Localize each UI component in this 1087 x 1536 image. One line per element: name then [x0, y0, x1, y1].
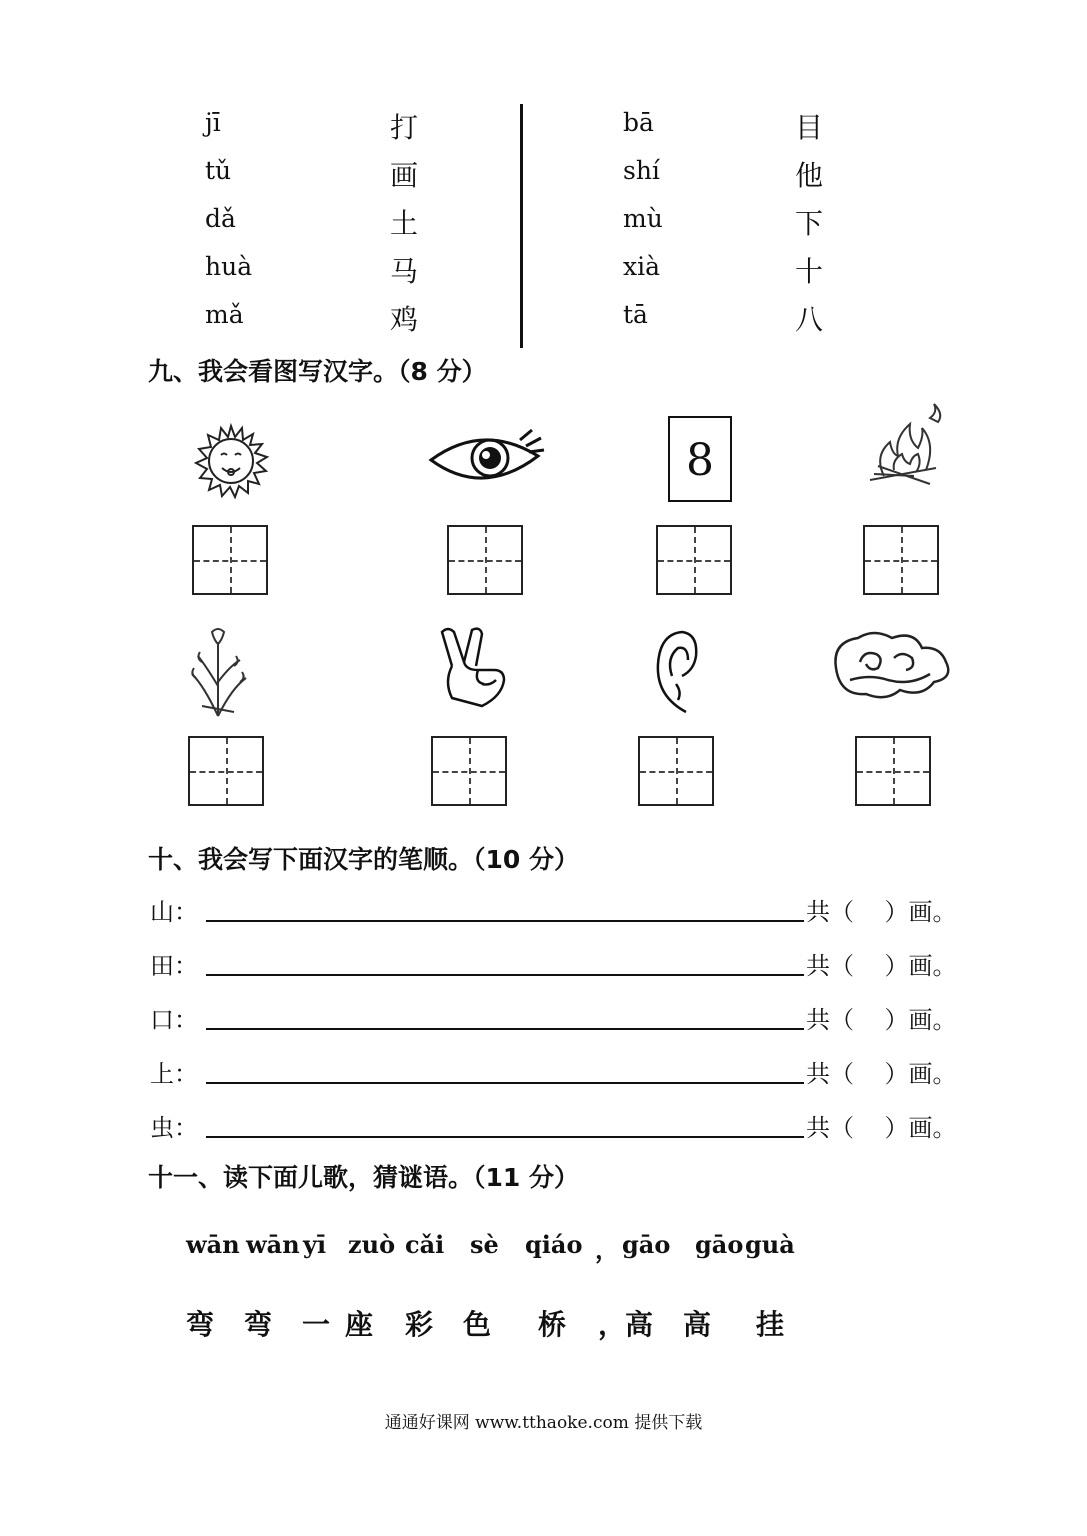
right-pinyin-3: mù	[623, 204, 663, 233]
tianzi-box-7[interactable]	[638, 736, 714, 806]
left-hanzi-3: 土	[390, 207, 419, 240]
poem-hanzi: 色	[463, 1308, 492, 1341]
stroke-order-blank[interactable]	[206, 920, 804, 922]
left-pinyin-3: dǎ	[205, 204, 236, 233]
tianzi-box-8[interactable]	[855, 736, 931, 806]
left-hanzi-4: 马	[390, 255, 419, 288]
stroke-order-row-5	[150, 1108, 990, 1144]
stroke-count-label: 共（ ）画。	[806, 1006, 957, 1034]
stroke-char-label: 上：	[150, 1060, 198, 1088]
poem-hanzi: 座	[345, 1308, 374, 1341]
stroke-char-label: 口：	[150, 1006, 198, 1034]
poem-pinyin: wān	[246, 1230, 300, 1259]
left-hanzi-1: 打	[390, 111, 419, 144]
stroke-count-label: 共（ ）画。	[806, 1114, 957, 1142]
number-card	[668, 416, 732, 502]
right-pinyin-1: bā	[623, 108, 654, 137]
poem-pinyin: wān	[186, 1230, 240, 1259]
poem-hanzi: 高	[683, 1308, 712, 1341]
poem-pinyin: cǎi	[405, 1230, 445, 1259]
section11-heading: 十一、读下面儿歌，猜谜语。（11 分）	[148, 1163, 579, 1192]
poem-hanzi: 彩	[405, 1308, 434, 1341]
stroke-order-row-1	[150, 892, 990, 928]
matching-divider	[520, 104, 523, 348]
poem-hanzi: 高	[625, 1308, 654, 1341]
poem-pinyin: gāo	[695, 1230, 744, 1259]
stroke-order-row-3	[150, 1000, 990, 1036]
right-hanzi-3: 下	[795, 207, 824, 240]
poem-pinyin: ，	[595, 1235, 619, 1264]
tianzi-box-2[interactable]	[447, 525, 523, 595]
sun-icon	[190, 422, 272, 500]
stroke-order-blank[interactable]	[206, 1028, 804, 1030]
tianzi-box-4[interactable]	[863, 525, 939, 595]
stroke-order-row-2	[150, 946, 990, 982]
poem-pinyin: qiáo	[525, 1230, 583, 1259]
hand-icon	[438, 626, 510, 708]
eye-icon	[428, 428, 546, 490]
tianzi-box-5[interactable]	[188, 736, 264, 806]
section10-heading: 十、我会写下面汉字的笔顺。（10 分）	[148, 845, 579, 874]
poem-hanzi: 挂	[756, 1308, 785, 1341]
cloud-icon	[830, 628, 954, 710]
poem-pinyin: zuò	[348, 1230, 396, 1259]
footer-credit: 通通好课网 www.tthaoke.com 提供下载	[384, 1413, 703, 1433]
stroke-order-blank[interactable]	[206, 1136, 804, 1138]
poem-hanzi: 弯	[244, 1308, 273, 1341]
right-pinyin-4: xià	[623, 252, 660, 281]
section9-heading: 九、我会看图写汉字。（8 分）	[148, 357, 487, 386]
left-pinyin-5: mǎ	[205, 300, 244, 329]
tianzi-box-1[interactable]	[192, 525, 268, 595]
left-hanzi-2: 画	[390, 159, 419, 192]
poem-hanzi: 弯	[186, 1308, 215, 1341]
stroke-count-label: 共（ ）画。	[806, 952, 957, 980]
right-hanzi-5: 八	[795, 303, 824, 336]
grain-icon	[184, 626, 252, 718]
poem-pinyin: gāo	[622, 1230, 671, 1259]
poem-hanzi: 一	[302, 1308, 331, 1341]
left-hanzi-5: 鸡	[390, 303, 419, 336]
poem-pinyin: guà	[745, 1230, 795, 1259]
stroke-count-label: 共（ ）画。	[806, 898, 957, 926]
ear-icon	[652, 630, 700, 716]
stroke-char-label: 田：	[150, 952, 198, 980]
stroke-char-label: 虫：	[150, 1114, 198, 1142]
right-pinyin-5: tā	[623, 300, 648, 329]
stroke-count-label: 共（ ）画。	[806, 1060, 957, 1088]
poem-pinyin: yī	[303, 1230, 327, 1259]
left-pinyin-1: jī	[205, 108, 221, 137]
right-hanzi-4: 十	[795, 255, 824, 288]
left-pinyin-2: tǔ	[205, 156, 232, 185]
stroke-order-row-4	[150, 1054, 990, 1090]
poem-hanzi: 桥	[538, 1308, 567, 1341]
right-pinyin-2: shí	[623, 156, 660, 185]
tianzi-box-3[interactable]	[656, 525, 732, 595]
tianzi-box-6[interactable]	[431, 736, 507, 806]
stroke-order-blank[interactable]	[206, 1082, 804, 1084]
right-hanzi-2: 他	[795, 159, 824, 192]
poem-pinyin: sè	[470, 1230, 499, 1259]
fire-icon	[864, 404, 946, 488]
stroke-order-blank[interactable]	[206, 974, 804, 976]
number-card-digit: 8	[686, 435, 714, 486]
stroke-char-label: 山：	[150, 898, 198, 926]
left-pinyin-4: huà	[205, 252, 253, 281]
poem-hanzi: ，	[598, 1308, 627, 1341]
right-hanzi-1: 目	[795, 111, 824, 144]
